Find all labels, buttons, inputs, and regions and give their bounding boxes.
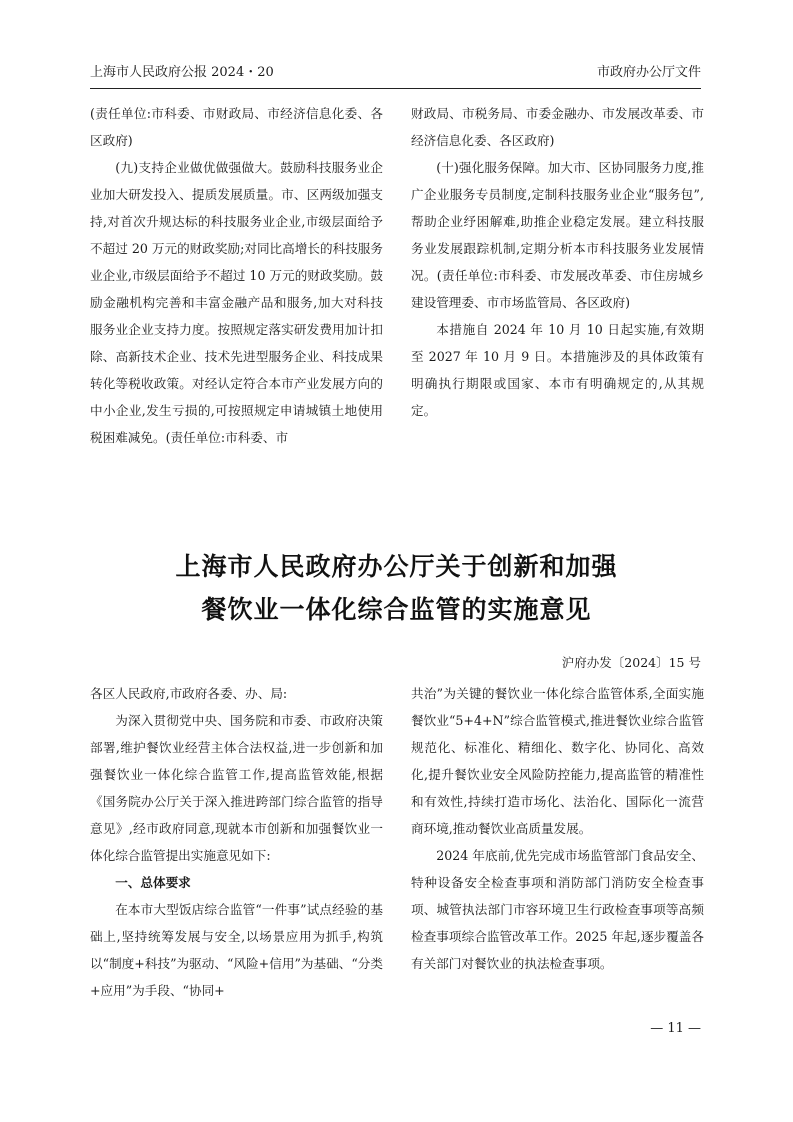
article-left-column xyxy=(90,680,383,1004)
section-1-paragraph: 在本市大型饭店综合监管“一件事”试点经验的基础上,坚持统筹发展与安全,以场景应用为抓手,构筑以“制度+科技”为驱动、“风险+信用”为基础、“分类+应用”为手段、“协同+ xyxy=(90,902,383,998)
page-number: — 11 — xyxy=(650,1021,701,1036)
responsibility-note: (责任单位:市科委、市财政局、市经济信息化委、各区政府) xyxy=(90,106,383,148)
prev-article-left-column xyxy=(90,100,383,451)
article-title-line-1: 上海市人民政府办公厅关于创新和加强 xyxy=(175,552,618,581)
running-header-publication: 上海市人民政府公报 2024・20 xyxy=(90,65,274,80)
measure-10-paragraph: (十)强化服务保障。加大市、区协同服务力度,推广企业服务专员制度,定制科技服务业企业“服务包”,帮助企业纾困解难,助推企业稳定发展。建立科技服务业发展跟踪机制,定期分析本市科技服务业发展情况。(责任单位:市科委、市发展改革委、市住房城乡建设管理委、市市场监管局、各区政府) xyxy=(411,160,704,310)
effective-date-paragraph: 本措施自 2024 年 10 月 10 日起实施,有效期至 2027 年 10 月 9 日。本措施涉及的具体政策有明确执行期限或国家、本市有明确规定的,从其规定。 xyxy=(411,322,704,418)
measure-9-paragraph: (九)支持企业做优做强做大。鼓励科技服务业企业加大研发投入、提质发展质量。市、区两级加强支持,对首次升规达标的科技服务业企业,市级层面给予不超过 20 万元的财政奖励;对同比高增长的科技服务业企业,市级层面给予不超过 10 万元的财政奖励。鼓励金融机构完善和丰富金融产品和服务,加大对科技服务业企业支持力度。按照规定落实研发费用加计扣除、高新技术企业、技术先进型服务企业、科技成果转化等税收政策。对经认定符合本市产业发展方向的中小企业,发生亏损的,可按照规定申请城镇土地使用税困难减免。(责任单位:市科委、市 xyxy=(90,160,383,445)
timeline-paragraph: 2024 年底前,优先完成市场监管部门食品安全、特种设备安全检查事项和消防部门消防安全检查事项、城管执法部门市容环境卫生行政检查事项等高频检查事项综合监管改革工作。2025 年起,逐步覆盖各有关部门对餐饮业的执法检查事项。 xyxy=(411,848,704,971)
salutation: 各区人民政府,市政府各委、办、局: xyxy=(90,686,288,701)
intro-paragraph: 为深入贯彻党中央、国务院和市委、市政府决策部署,维护餐饮业经营主体合法权益,进一步创新和加强餐饮业一体化综合监管工作,提高监管效能,根据《国务院办公厅关于深入推进跨部门综合监管的指导意见》,经市政府同意,现就本市创新和加强餐饮业一体化综合监管提出实施意见如下: xyxy=(90,713,383,863)
section-1-paragraph-cont: 共治”为关键的餐饮业一体化综合监管体系,全面实施餐饮业“5+4+N”综合监管模式,推进餐饮业综合监管规范化、标准化、精细化、数字化、协同化、高效化,提升餐饮业安全风险防控能力,提高监管的精准性和有效性,持续打造市场化、法治化、国际化一流营商环境,推动餐饮业高质量发展。 xyxy=(411,686,704,836)
responsibility-note-cont: 财政局、市税务局、市委金融办、市发展改革委、市经济信息化委、各区政府) xyxy=(411,106,704,148)
article-title-line-2: 餐饮业一体化综合监管的实施意见 xyxy=(201,595,592,624)
prev-article-right-column xyxy=(411,100,704,424)
header-divider xyxy=(90,88,701,89)
article-right-column xyxy=(411,680,704,977)
section-heading: 一、总体要求 xyxy=(115,875,191,890)
running-header-section: 市政府办公厅文件 xyxy=(596,65,701,80)
document-number: 沪府办发〔2024〕15 号 xyxy=(561,655,701,670)
